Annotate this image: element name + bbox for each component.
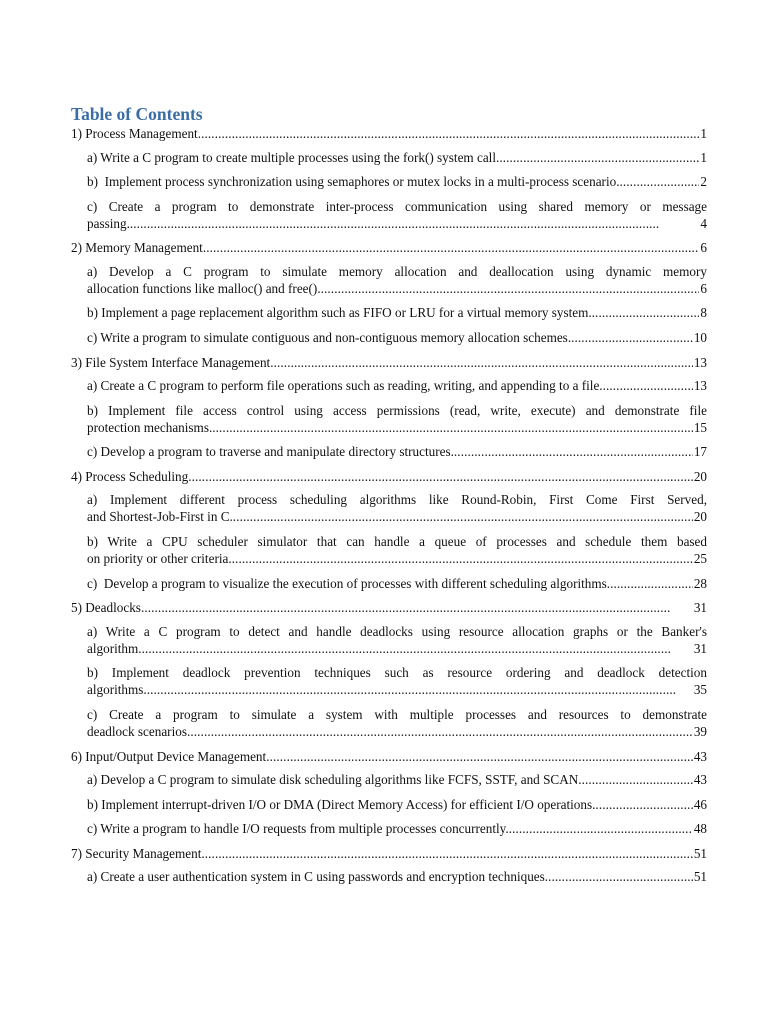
toc-entry-text: algorithm.: [87, 640, 142, 656]
toc-page-number: 13: [693, 378, 707, 394]
toc-subsection-entry[interactable]: [87, 402, 707, 436]
toc-subsection-entry[interactable]: [87, 377, 707, 394]
toc-entry-text: c) Develop a program to visualize the execution of processes with different scheduling algorithms.: [87, 575, 611, 591]
toc-entry-text: allocation functions like malloc() and free().: [87, 280, 321, 296]
toc-entry-line: [87, 149, 707, 166]
toc-dot-leader: [270, 354, 693, 371]
toc-dot-leader: [266, 748, 693, 765]
toc-dot-leader: [499, 149, 699, 166]
toc-entry-line: [87, 280, 707, 297]
toc-dot-leader: [321, 280, 700, 297]
toc-entry-text: protection mechanisms.: [87, 419, 213, 435]
toc-entry-text: 2) Memory Management: [71, 240, 203, 256]
toc-subsection-entry[interactable]: [87, 198, 707, 232]
toc-page-number: 10: [693, 330, 707, 345]
toc-entry-text: c) Develop a program to traverse and manipulate directory structures.: [87, 444, 454, 460]
toc-dot-leader: [509, 820, 693, 837]
toc-entry-text: 4) Process Scheduling: [71, 468, 189, 484]
toc-entry-line: [87, 664, 707, 681]
toc-entry-line: [71, 845, 707, 862]
toc-subsection-entry[interactable]: [87, 706, 707, 740]
toc-subsection-entry[interactable]: [87, 533, 707, 567]
toc-section-entry[interactable]: [71, 845, 707, 862]
toc-subsection-entry[interactable]: [87, 329, 707, 346]
toc-dot-leader: [571, 329, 693, 346]
toc-entry-line: [87, 623, 707, 640]
toc-subsection-entry[interactable]: [87, 664, 707, 698]
toc-dot-leader: [610, 575, 693, 592]
toc-entry-text: 1) Process Management: [71, 126, 198, 141]
toc-entry-text: a) Create a C program to perform file operations such as reading, writing, and appending to a file.: [87, 378, 603, 394]
toc-entry-line: [87, 215, 707, 232]
toc-entry-line: [87, 820, 707, 837]
toc-dot-leader: [187, 723, 693, 740]
toc-page-number: 15: [693, 419, 707, 435]
toc-entry-line: [71, 354, 707, 371]
toc-entry-line: [87, 533, 707, 550]
toc-entry-line: [87, 681, 707, 698]
toc-entry-text: b) Write a CPU scheduler simulator that can handle a queue of processes and schedule them based: [87, 534, 707, 549]
toc-entry-text: on priority or other criteria.: [87, 551, 232, 566]
toc-dot-leader: [201, 845, 692, 862]
toc-subsection-entry[interactable]: [87, 796, 707, 813]
toc-entry-text: b) Implement deadlock prevention techniques such as resource ordering and deadlock detection: [87, 665, 707, 681]
toc-page-number: 48: [693, 821, 707, 837]
toc-entry-line: [87, 575, 707, 592]
toc-entry-line: [87, 723, 707, 740]
toc-dot-leader: [233, 508, 693, 525]
toc-section-entry[interactable]: [71, 748, 707, 765]
toc-dot-leader: [620, 173, 700, 190]
toc-entry-line: [87, 443, 707, 460]
toc-subsection-entry[interactable]: [87, 443, 707, 460]
toc-dot-leader: [212, 419, 693, 436]
toc-dot-leader: [203, 239, 700, 256]
toc-section-entry[interactable]: [71, 354, 707, 371]
toc-subsection-entry[interactable]: [87, 771, 707, 788]
toc-dot-leader: [548, 868, 693, 885]
toc-entry-line: [87, 706, 707, 723]
toc-entry-line: [87, 508, 707, 525]
toc-entry-line: [87, 304, 707, 321]
toc-subsection-entry[interactable]: [87, 304, 707, 321]
toc-page-number: 1: [700, 126, 707, 141]
toc-entry-line: [71, 125, 707, 142]
toc-title: Table of Contents: [71, 104, 203, 124]
toc-dot-leader: [147, 681, 693, 698]
toc-entry-text: a) Create a user authentication system in C using passwords and encryption techniques.: [87, 869, 549, 885]
toc-page-number: 20: [693, 468, 707, 484]
toc-dot-leader: [141, 599, 693, 616]
toc-subsection-entry[interactable]: [87, 820, 707, 837]
toc-section-entry[interactable]: [71, 239, 707, 256]
toc-page-number: 2: [700, 174, 707, 190]
toc-entry-line: [87, 402, 707, 419]
toc-page-number: 31: [693, 600, 707, 616]
toc-subsection-entry[interactable]: [87, 575, 707, 592]
toc-dot-leader: [188, 468, 693, 485]
toc-entry-line: [87, 796, 707, 813]
toc-section-entry[interactable]: [71, 599, 707, 616]
toc-page-number: 43: [693, 748, 707, 764]
toc-page-number: 4: [700, 215, 707, 231]
toc-dot-leader: [582, 771, 693, 788]
toc-entry-text: deadlock scenarios: [87, 723, 187, 739]
toc-page-number: 39: [693, 723, 707, 739]
toc-entry-line: [87, 491, 707, 508]
toc-entry-text: a) Develop a C program to simulate disk scheduling algorithms like FCFS, SSTF, and SCAN.: [87, 772, 582, 787]
toc-page-number: 28: [693, 575, 707, 591]
toc-entry-line: [71, 599, 707, 616]
toc-subsection-entry[interactable]: [87, 491, 707, 525]
toc-dot-leader: [142, 640, 693, 657]
toc-entry-text: 3) File System Interface Management: [71, 354, 271, 370]
toc-page-number: 51: [693, 869, 707, 885]
toc-page-number: 35: [693, 682, 707, 698]
toc-entry-line: [87, 329, 707, 346]
toc-entry-text: a) Write a C program to detect and handle deadlocks using resource allocation graphs or the Banker's: [87, 623, 707, 639]
toc-page-number: 20: [693, 509, 707, 525]
toc-page-number: 8: [700, 305, 707, 321]
toc-subsection-entry[interactable]: [87, 149, 707, 166]
toc-subsection-entry[interactable]: [87, 173, 707, 190]
toc-entry-text: c) Write a program to simulate contiguous and non-contiguous memory allocation schemes.: [87, 330, 572, 345]
toc-entry-text: c) Create a program to demonstrate inter-process communication using shared memory or message: [87, 198, 707, 214]
toc-entry-text: passing.: [87, 215, 130, 231]
toc-entry-text: a) Implement different process scheduling algorithms like Round-Robin, First Come First Served,: [87, 492, 707, 508]
toc-entry-line: [87, 640, 707, 657]
toc-dot-leader: [232, 550, 693, 567]
toc-page-number: 51: [693, 845, 707, 861]
toc-entry-line: [87, 419, 707, 436]
toc-section-entry[interactable]: [71, 468, 707, 485]
toc-dot-leader: [130, 215, 700, 232]
toc-entry-line: [87, 263, 707, 280]
toc-entry-line: [87, 771, 707, 788]
toc-subsection-entry[interactable]: [87, 623, 707, 657]
toc-entry-text: and Shortest-Job-First in C.: [87, 509, 233, 525]
toc-entry-line: [87, 550, 707, 567]
toc-page-number: 13: [693, 354, 707, 370]
toc-entry-line: [71, 468, 707, 485]
toc-subsection-entry[interactable]: [87, 263, 707, 297]
toc-page-number: 6: [700, 280, 707, 296]
toc-page-number: 6: [700, 240, 707, 256]
toc-entry-text: c) Create a program to simulate a system with multiple processes and resources to demonstrate: [87, 706, 707, 722]
toc-entry-line: [87, 377, 707, 394]
toc-entry-text: b) Implement a page replacement algorithm such as FIFO or LRU for a virtual memory system.: [87, 305, 592, 321]
toc-dot-leader: [454, 443, 693, 460]
toc-entry-text: algorithms.: [87, 682, 147, 698]
toc-page-number: 17: [693, 444, 707, 460]
toc-page-number: 43: [693, 772, 707, 787]
toc-entry-text: 5) Deadlocks: [71, 600, 141, 616]
toc-entry-text: 7) Security Management: [71, 845, 202, 861]
toc-entry-line: [87, 173, 707, 190]
toc-dot-leader: [595, 796, 692, 813]
toc-entry-text: a) Develop a C program to simulate memory allocation and deallocation using dynamic memory: [87, 263, 707, 279]
toc-entry-line: [71, 748, 707, 765]
toc-entry-text: b) Implement interrupt-driven I/O or DMA (Direct Memory Access) for efficient I/O operations.: [87, 796, 596, 812]
toc-subsection-entry[interactable]: [87, 868, 707, 885]
toc-entry-text: b) Implement process synchronization using semaphores or mutex locks in a multi-process scenario.: [87, 174, 620, 190]
toc-entry-line: [71, 239, 707, 256]
toc-page-number: 31: [693, 640, 707, 656]
toc-entry-text: c) Write a program to handle I/O requests from multiple processes concurrently.: [87, 821, 509, 837]
toc-section-entry[interactable]: [71, 125, 707, 142]
toc-dot-leader: [603, 377, 693, 394]
toc-entry-text: a) Write a C program to create multiple processes using the fork() system call.: [87, 149, 500, 165]
toc-entry-text: b) Implement file access control using access permissions (read, write, execute) and demonstrate file: [87, 402, 707, 418]
toc-entry-line: [87, 868, 707, 885]
toc-page-number: 25: [693, 551, 707, 566]
toc-dot-leader: [592, 304, 700, 321]
toc-entry-line: [87, 198, 707, 215]
toc-page-number: 46: [693, 796, 707, 812]
toc-entry-text: 6) Input/Output Device Management: [71, 748, 267, 764]
toc-dot-leader: [198, 125, 700, 142]
toc-page-number: 1: [700, 149, 707, 165]
